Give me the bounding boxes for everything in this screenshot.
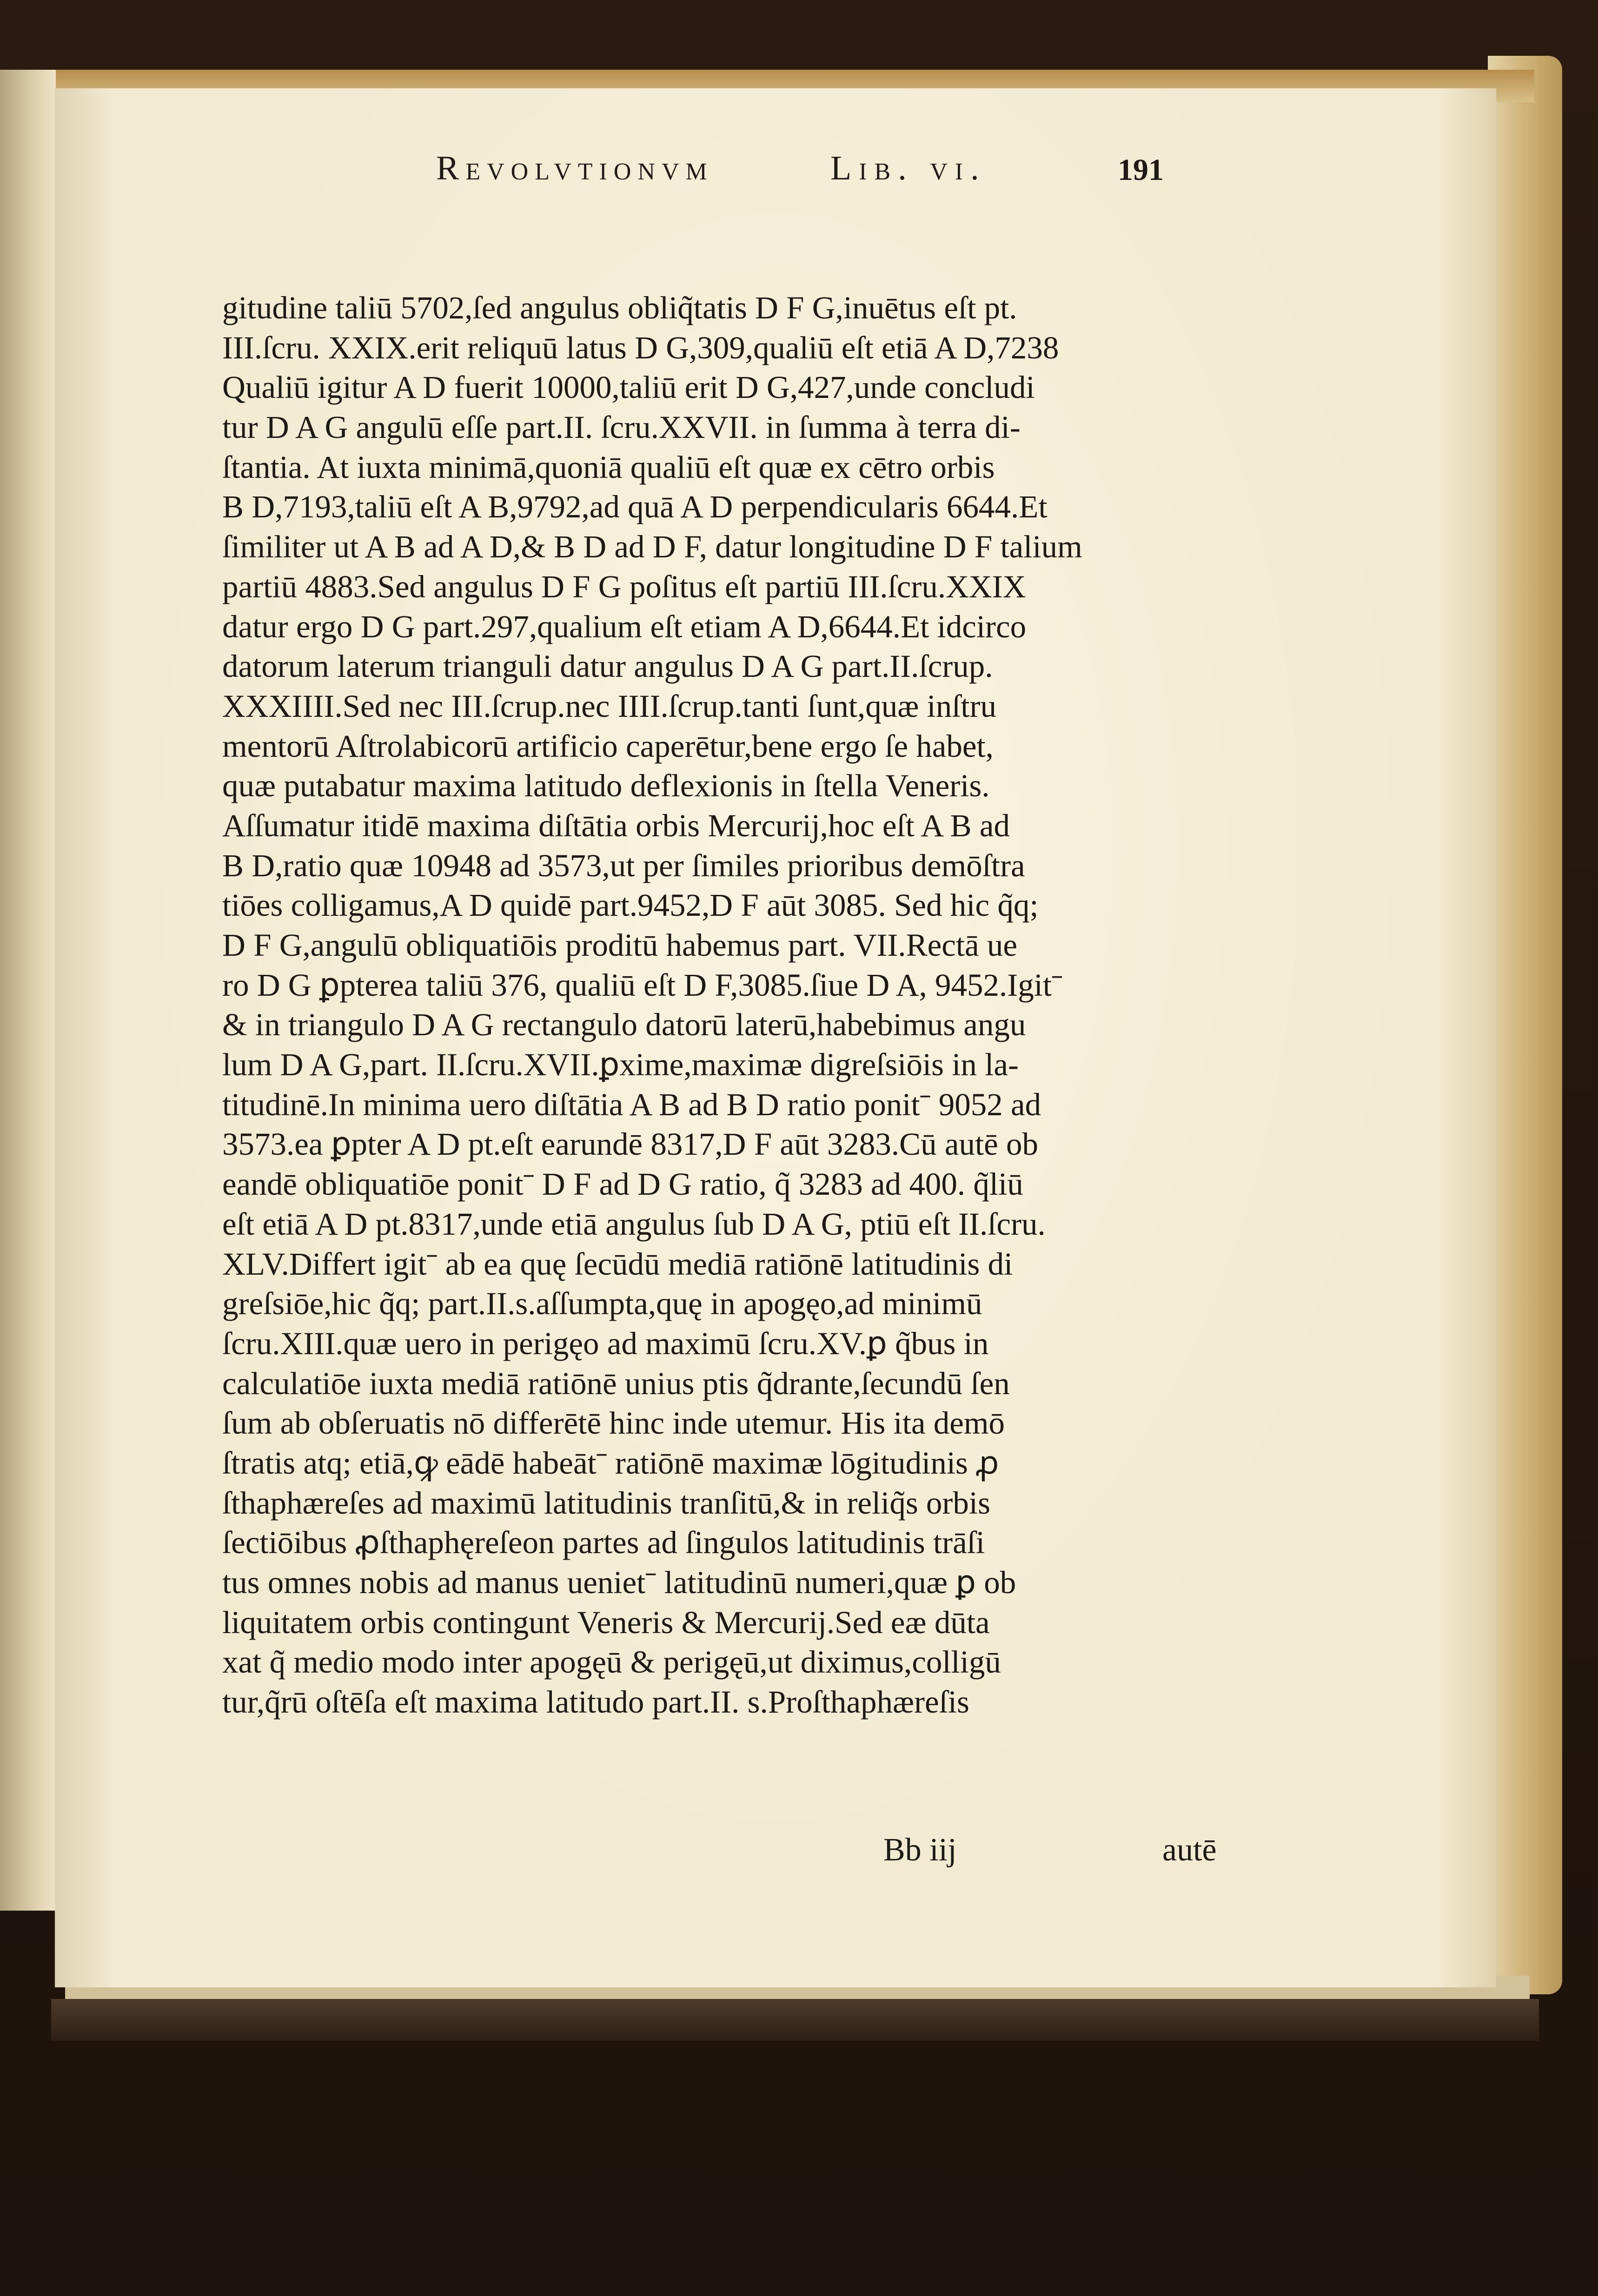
text-line: gitudine taliū 5702,ſed angulus obliq̃tatis D F G,inuētus eſt pt.	[222, 290, 1017, 325]
text-line: datorum laterum trianguli datur angulus D A G part.II.ſcrup.	[222, 648, 993, 684]
text-line: lum D A G,part. II.ſcru.XVII.ꝑxime,maximæ digreſsiōis in la-	[222, 1047, 1019, 1083]
text-line: D F G,angulū obliquatiōis proditū habemus part. VII.Rectā ue	[222, 927, 1018, 963]
text-line: 3573.ea ꝑpter A D pt.eſt earundē 8317,D F aūt 3283.Cū autē ob	[222, 1126, 1039, 1162]
text-line: ſectiōibus ꝓſthaphęreſeon partes ad ſingulos latitudinis trāſi	[222, 1525, 985, 1561]
body-text	[222, 288, 1203, 1722]
text-line: Aſſumatur itidē maxima diſtātia orbis Mercurij,hoc eſt A B ad	[222, 807, 1010, 843]
text-line: B D,ratio quæ 10948 ad 3573,ut per ſimiles prioribus demōſtra	[222, 847, 1025, 883]
text-line: ſimiliter ut A B ad A D,& B D ad D F, datur longitudine D F talium	[222, 529, 1082, 565]
text-line: XLV.Differt igitˉ ab ea quę ſecūdū mediā ratiōnē latitudinis di	[222, 1246, 1013, 1282]
left-page-edge	[0, 70, 56, 1911]
text-line: eſt etiā A D pt.8317,unde etiā angulus ſub D A G, ptiū eſt II.ſcru.	[222, 1206, 1046, 1242]
text-line: tus omnes nobis ad manus uenietˉ latitudinū numeri,quæ ꝑ ob	[222, 1565, 1016, 1600]
text-line: tur,q̃rū oſtēſa eſt maxima latitudo part.II. s.Proſthaphæreſis	[222, 1684, 969, 1720]
text-line: ſtratis atq; etiā,ꝙ eādē habeātˉ ratiōnē maximæ lōgitudinis ꝓ	[222, 1445, 999, 1481]
text-line: III.ſcru. XXIX.erit reliquū latus D G,309,qualiū eſt etiā A D,7238	[222, 330, 1059, 365]
running-head-title: Revolvtionvm	[436, 149, 714, 187]
text-line: mentorū Aſtrolabicorū artificio caperētur,bene ergo ſe habet,	[222, 728, 994, 764]
text-line: liquitatem orbis contingunt Veneris & Mercurij.Sed eæ dūta	[222, 1604, 990, 1640]
text-line: greſsiōe,hic q̃q; part.II.s.aſſumpta,quę in apogęo,ad minimū	[222, 1286, 982, 1322]
text-line: & in triangulo D A G rectangulo datorū laterū,habebimus angu	[222, 1007, 1026, 1043]
page-footer	[883, 1832, 1217, 1873]
text-line: calculatiōe iuxta mediā ratiōnē unius ptis q̃drante,ſecundū ſen	[222, 1365, 1010, 1401]
text-line: xat q̃ medio modo inter apogęū & perigęū,ut diximus,colligū	[222, 1644, 1001, 1680]
text-line: ro D G ꝑpterea taliū 376, qualiū eſt D F,3085.ſiue D A, 9452.Igitˉ	[222, 967, 1063, 1003]
text-line: ſthaphæreſes ad maximū latitudinis tranſitū,& in reliq̃s orbis	[222, 1485, 990, 1521]
text-line: ſum ab obſeruatis nō differētē hinc inde utemur. His ita demō	[222, 1405, 1005, 1441]
text-line: tiōes colligamus,A D quidē part.9452,D F aūt 3085. Sed hic q̃q;	[222, 887, 1039, 923]
running-head-book: Lib. vi.	[830, 149, 987, 187]
catchword: autē	[1162, 1832, 1217, 1868]
text-line: B D,7193,taliū eſt A B,9792,ad quā A D perpendicularis 6644.Et	[222, 489, 1048, 525]
page-edge-stack	[1488, 56, 1562, 1994]
text-line: ſcru.XIII.quæ uero in perigęo ad maximū ſcru.XV.ꝑ q̃bus in	[222, 1325, 989, 1361]
text-line: tur D A G angulū eſſe part.II. ſcru.XXVII. in ſumma à terra di-	[222, 410, 1021, 445]
text-line: datur ergo D G part.297,qualium eſt etiam A D,6644.Et idcirco	[222, 609, 1027, 644]
text-line: ſtantia. At iuxta minimā,quoniā qualiū eſt quæ ex cētro orbis	[222, 449, 995, 485]
page-number: 191	[1118, 153, 1164, 187]
text-line: partiū 4883.Sed angulus D F G poſitus eſt partiū III.ſcru.XXIX	[222, 569, 1026, 604]
page-bottom-shadow	[51, 1999, 1539, 2041]
text-line: quæ putabatur maxima latitudo deflexionis in ſtella Veneris.	[222, 768, 990, 804]
text-line: eandē obliquatiōe ponitˉ D F ad D G ratio, q̃ 3283 ad 400. q̃liū	[222, 1166, 1023, 1202]
signature-mark: Bb iij	[883, 1832, 957, 1868]
text-line: XXXIIII.Sed nec III.ſcrup.nec IIII.ſcrup.tanti ſunt,quæ inſtru	[222, 688, 997, 724]
text-line: titudinē.In minima uero diſtātia A B ad B D ratio ponitˉ 9052 ad	[222, 1086, 1041, 1122]
text-line: Qualiū igitur A D fuerit 10000,taliū erit D G,427,unde concludi	[222, 370, 1035, 405]
running-head	[388, 144, 1299, 200]
